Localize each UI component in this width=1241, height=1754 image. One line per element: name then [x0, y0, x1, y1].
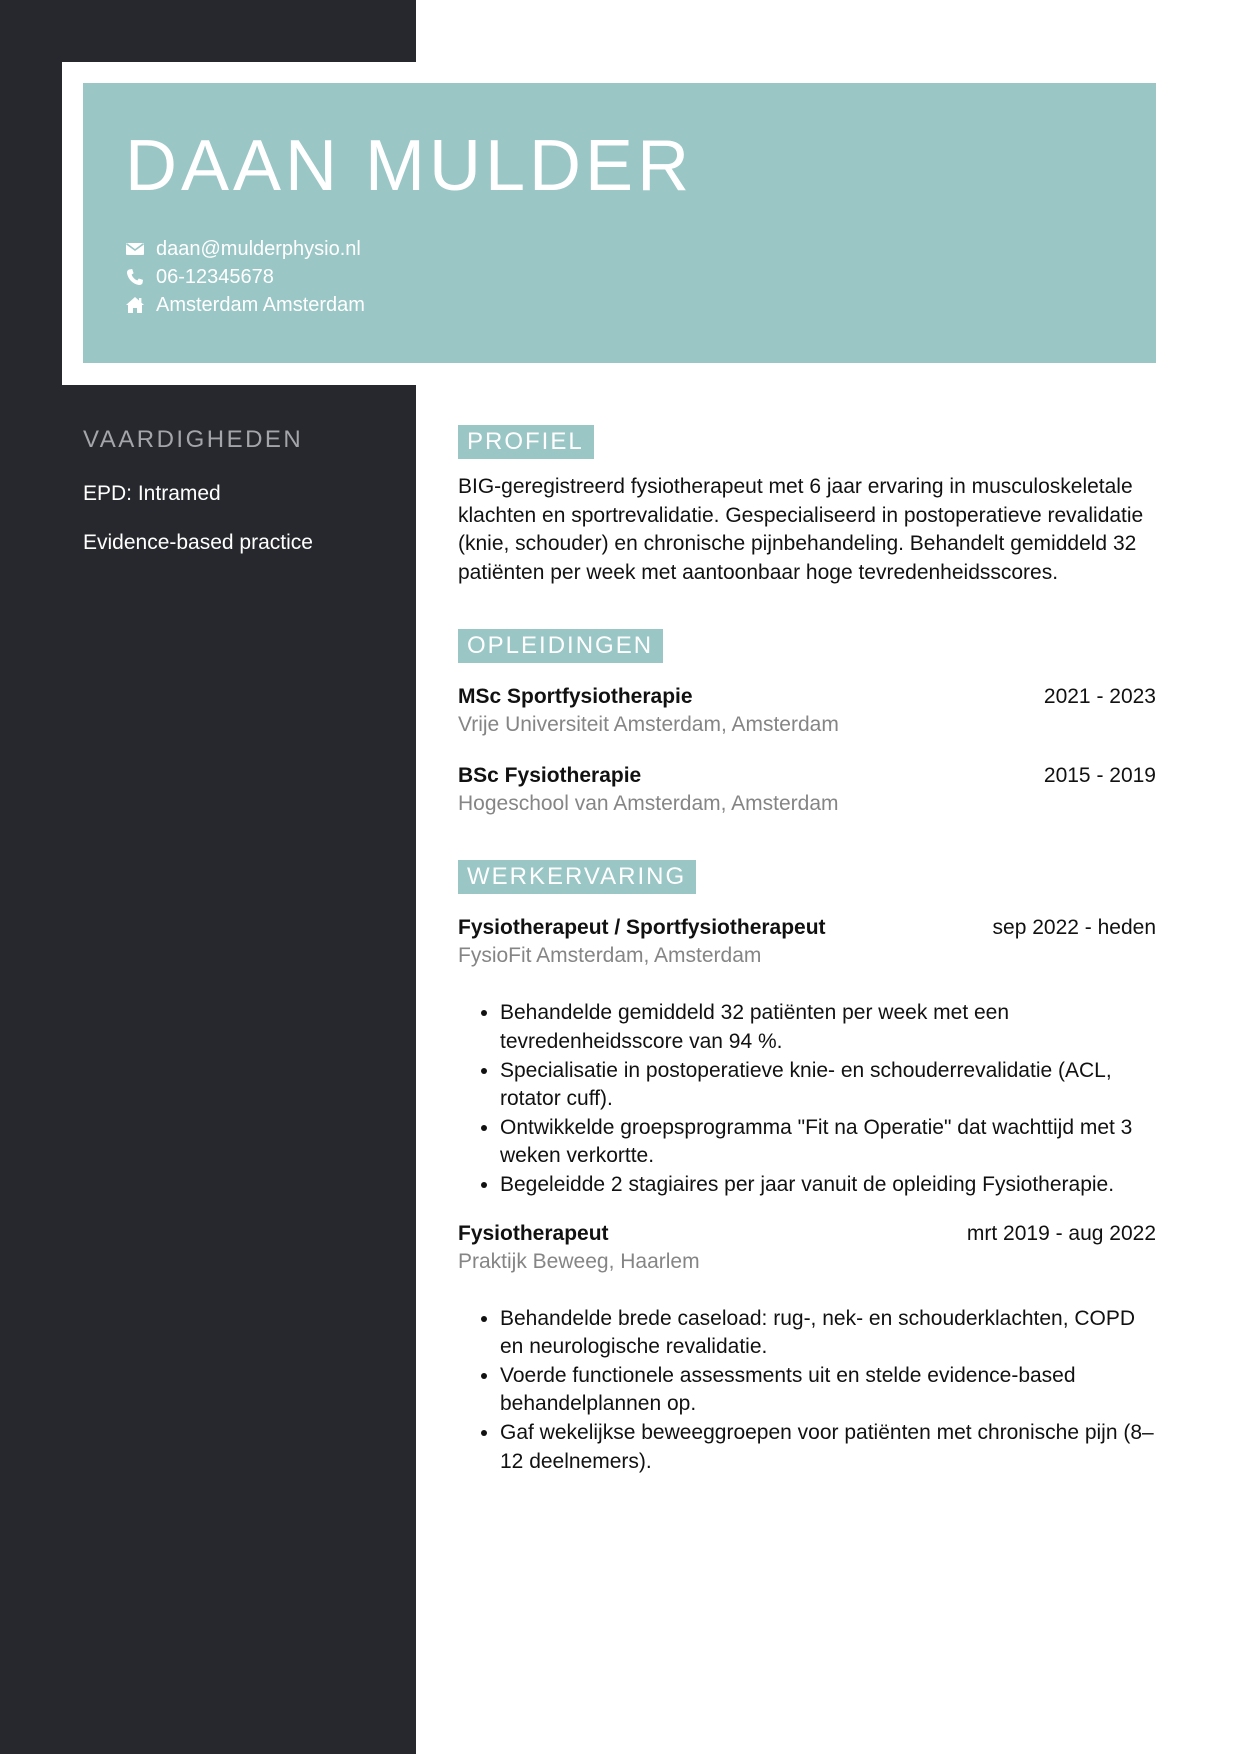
contact-list: [125, 235, 365, 319]
institution: Hogeschool van Amsterdam, Amsterdam: [458, 792, 839, 816]
education-heading: OPLEIDINGEN: [458, 629, 663, 663]
skill-item: EPD: Intramed: [83, 482, 221, 505]
experience-section: [458, 860, 1156, 1476]
job-company: FysioFit Amsterdam, Amsterdam: [458, 944, 762, 968]
address-text: Amsterdam Amsterdam: [156, 293, 365, 316]
job-bullets: [458, 1305, 1156, 1477]
header: [83, 83, 1156, 363]
envelope-icon: [125, 239, 145, 259]
main-content: [458, 425, 1156, 1476]
job-role: Fysiotherapeut: [458, 1221, 609, 1245]
education-entry: [458, 762, 1156, 818]
skill-item: Evidence-based practice: [83, 531, 313, 554]
job-dates: sep 2022 - heden: [992, 916, 1156, 940]
job-role: Fysiotherapeut / Sportfysiotherapeut: [458, 916, 826, 940]
candidate-name: DAAN MULDER: [125, 126, 694, 206]
bullet-item: • Specialisatie in postoperatieve knie- en schouderrevalidatie (ACL, rotator cuff).: [500, 1057, 1156, 1114]
education-section: [458, 629, 1156, 818]
institution: Vrije Universiteit Amsterdam, Amsterdam: [458, 713, 839, 737]
email-text: daan@mulderphysio.nl: [156, 237, 361, 260]
job-entry: [458, 914, 1156, 1199]
profile-heading: PROFIEL: [458, 425, 594, 459]
skills-heading: VAARDIGHEDEN: [83, 426, 304, 453]
bullet-item: • Ontwikkelde groepsprogramma "Fit na Operatie" dat wachttijd met 3 weken verkortte.: [500, 1114, 1156, 1171]
bullet-item: • Begeleidde 2 stagiaires per jaar vanuit de opleiding Fysiotherapie.: [500, 1171, 1156, 1200]
skills-list: [83, 478, 313, 576]
profile-text: BIG-geregistreerd fysiotherapeut met 6 jaar ervaring in musculoskeletale klachten en sportrevalidatie. Gespecialiseerd in postoperatieve revalidatie (knie, schouder) en chronische pijnbehandeling. Behandelt gemiddeld 32 patiënten per week met aantoonbaar hoge tevredenheidsscores.: [458, 475, 1144, 584]
degree-dates: 2015 - 2019: [1043, 764, 1156, 788]
job-dates: mrt 2019 - aug 2022: [966, 1221, 1156, 1245]
degree-title: MSc Sportfysiotherapie: [458, 685, 693, 709]
education-entry: [458, 683, 1156, 739]
job-bullets: [458, 999, 1156, 1199]
bullet-item: • Voerde functionele assessments uit en stelde evidence-based behandelplannen op.: [500, 1362, 1156, 1419]
bullet-item: • Gaf wekelijkse beweeggroepen voor patiënten met chronische pijn (8–12 deelnemers).: [500, 1419, 1156, 1476]
bullet-item: • Behandelde brede caseload: rug-, nek- en schouderklachten, COPD en neurologische revalidatie.: [500, 1305, 1156, 1362]
degree-dates: 2021 - 2023: [1043, 685, 1156, 709]
degree-title: BSc Fysiotherapie: [458, 764, 642, 788]
phone-text: 06-12345678: [156, 265, 274, 288]
profile-section: [458, 425, 1156, 587]
home-icon: [125, 295, 145, 315]
job-company: Praktijk Beweeg, Haarlem: [458, 1249, 700, 1273]
contact-address: [125, 291, 365, 319]
bullet-item: • Behandelde gemiddeld 32 patiënten per week met een tevredenheidsscore van 94 %.: [500, 999, 1156, 1056]
experience-heading: WERKERVARING: [458, 860, 696, 894]
contact-phone[interactable]: [125, 263, 365, 291]
job-entry: [458, 1220, 1156, 1477]
contact-email[interactable]: [125, 235, 365, 263]
phone-icon: [125, 267, 145, 287]
